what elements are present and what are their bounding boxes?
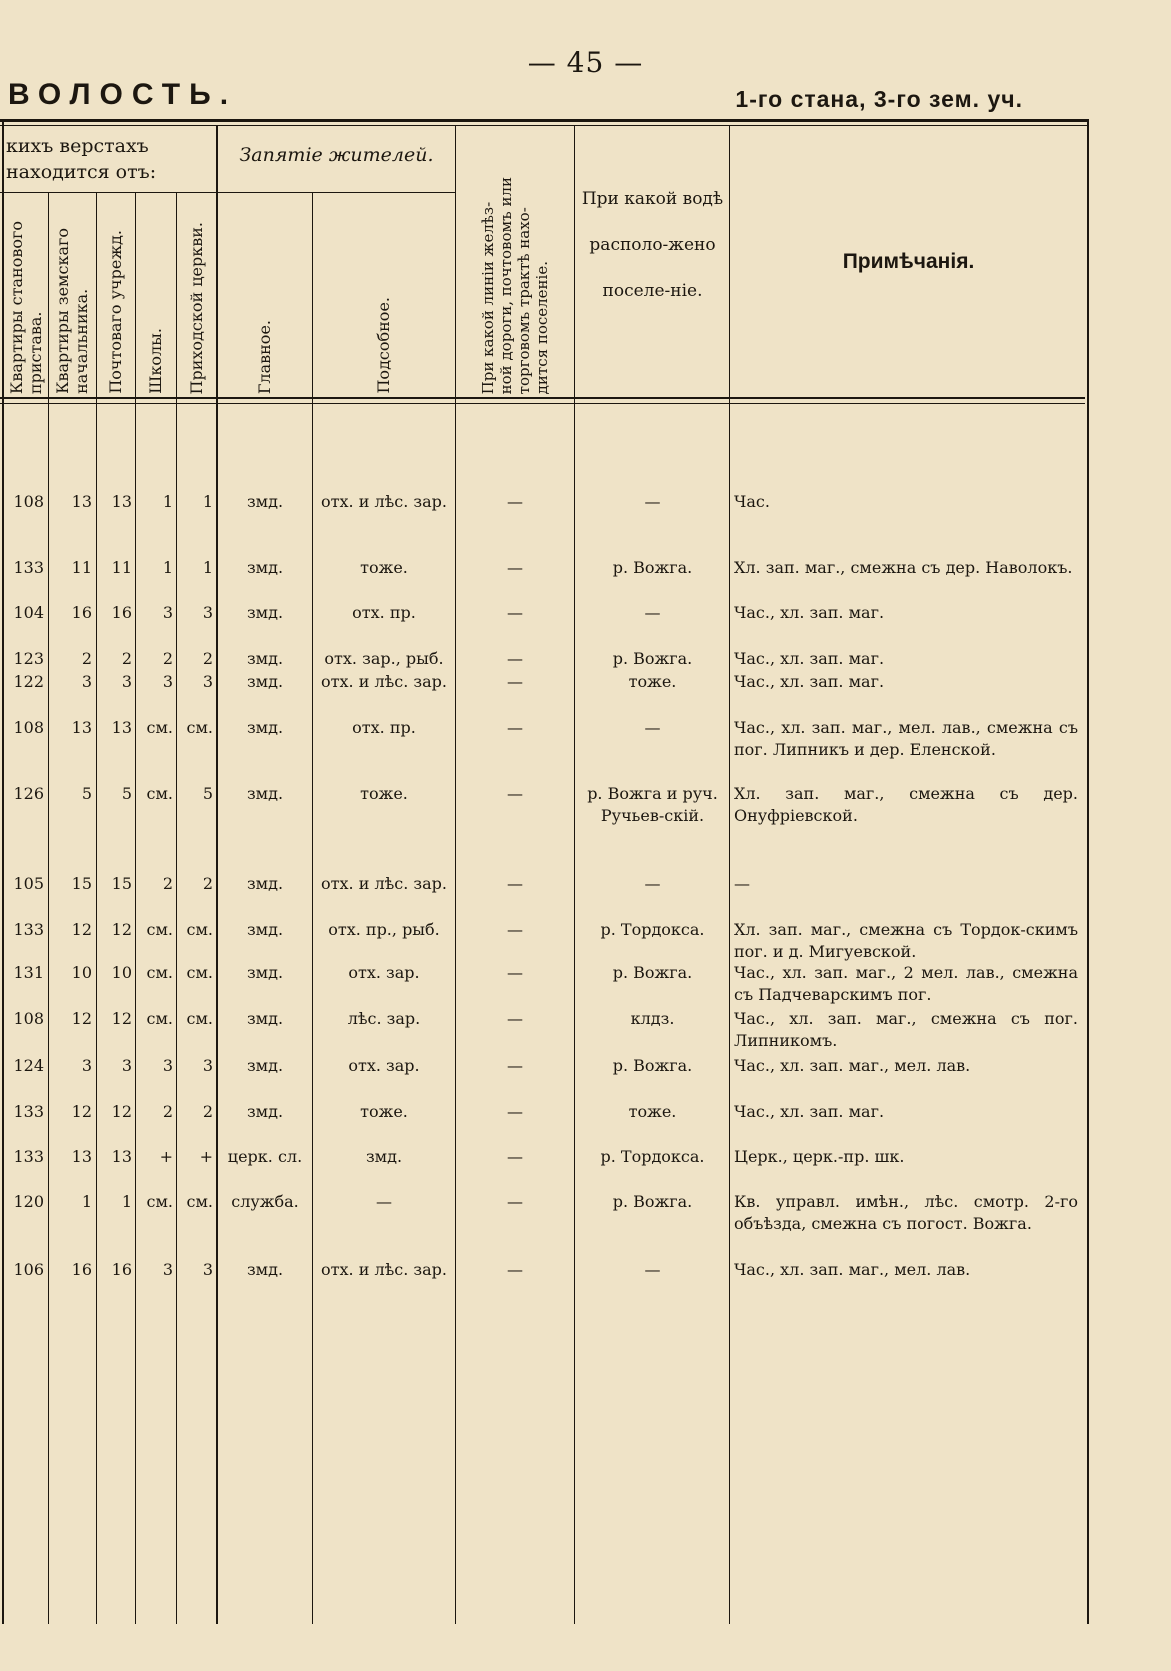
cell-secondary: змд. [365,1147,403,1166]
cell-church: + [199,1147,213,1166]
cell-church: 2 [202,649,213,668]
cell-main: служба. [231,1192,299,1211]
cell-postal: 13 [111,718,132,737]
cell-postal: 11 [111,558,132,577]
cell-church: 2 [202,874,213,893]
cell-schools: 1 [162,492,173,511]
cell-main: змд. [246,672,284,691]
cell-secondary: отх. зар. [348,1056,420,1075]
cell-zemsky: 12 [71,1009,92,1028]
cell-postal: 1 [121,1192,132,1211]
cell-railway: — [507,1192,523,1211]
cell-secondary: тоже. [360,1102,408,1121]
cell-notes: Час., хл. зап. маг., 2 мел. лав., смежна съ Падчеварскимъ пог. [734,963,1078,1004]
cell-secondary: отх. и лѣс. зар. [321,874,447,893]
cell-main: змд. [246,784,284,803]
cell-secondary: отх. зар., рыб. [324,649,444,668]
cell-zemsky: 1 [81,1192,92,1211]
cell-postal: 5 [121,784,132,803]
cell-church: 2 [202,1102,213,1121]
cell-schools: + [159,1147,173,1166]
cell-water: — [644,603,661,622]
cell-water: р. Вожга. [612,558,693,577]
col-rule [176,192,177,1624]
cell-zemsky: 13 [71,492,92,511]
header-rule [0,397,1085,399]
cell-postal: 13 [111,492,132,511]
cell-railway: — [507,874,523,893]
cell-notes: Церк., церк.-пр. шк. [734,1147,905,1166]
cell-notes: Час., хл. зап. маг., мел. лав., смежна съ пог. Липникъ и дер. Еленской. [734,718,1078,759]
cell-schools: 2 [162,649,173,668]
cell-postal: 3 [121,1056,132,1075]
col-rule [312,192,313,1624]
cell-postal: 3 [121,672,132,691]
cell-church: 3 [202,603,213,622]
stan-title: 1-го стана, 3-го зем. уч. [735,86,1023,112]
cell-stanovoy: 133 [13,1102,44,1121]
cell-main: змд. [246,603,284,622]
cell-schools: см. [146,963,173,982]
cell-main: змд. [246,558,284,577]
cell-notes: Час., хл. зап. маг. [734,603,885,622]
cell-stanovoy: 105 [13,874,44,893]
cell-notes: Хл. зап. маг., смежна съ Тордок-скимъ пог. и д. Мигуевской. [734,920,1078,961]
cell-schools: 3 [162,603,173,622]
cell-zemsky: 16 [71,603,92,622]
cell-secondary: отх. и лѣс. зар. [321,492,447,511]
distance-group-header: кихъ верстахъ находится отъ: [6,135,157,183]
cell-notes: Хл. зап. маг., смежна съ дер. Онуфріевской. [734,784,1078,825]
cell-zemsky: 11 [71,558,92,577]
cell-stanovoy: 108 [13,1009,44,1028]
cell-water: р. Вожга. [612,963,693,982]
cell-church: 3 [202,1260,213,1279]
cell-railway: — [507,1009,523,1028]
cell-stanovoy: 124 [13,1056,44,1075]
cell-main: змд. [246,1102,284,1121]
cell-main: змд. [246,874,284,893]
cell-water: р. Вожга. [612,1056,693,1075]
cell-main: змд. [246,920,284,939]
cell-notes: Кв. управл. имѣн., лѣс. смотр. 2-го объѣзда, смежна съ погост. Вожга. [734,1192,1078,1233]
cell-notes: Час., хл. зап. маг., смежна съ пог. Липникомъ. [734,1009,1078,1050]
cell-railway: — [507,1102,523,1121]
cell-postal: 12 [111,1009,132,1028]
cell-stanovoy: 133 [13,558,44,577]
cell-stanovoy: 106 [13,1260,44,1279]
cell-postal: 13 [111,1147,132,1166]
cell-main: змд. [246,1260,284,1279]
cell-postal: 12 [111,920,132,939]
cell-railway: — [507,784,523,803]
cell-water: р. Вожга. [612,649,693,668]
cell-church: см. [186,963,213,982]
cell-secondary: лѣс. зар. [347,1009,421,1028]
col-rule [48,192,49,1624]
cell-notes: Час., хл. зап. маг., мел. лав. [734,1260,971,1279]
cell-stanovoy: 108 [13,718,44,737]
top-rule [0,119,1088,122]
distance-group-rule [0,192,217,193]
cell-notes: Час., хл. зап. маг., мел. лав. [734,1056,971,1075]
cell-secondary: отх. пр. [352,603,416,622]
cell-stanovoy: 108 [13,492,44,511]
cell-notes: Час., хл. зап. маг. [734,672,885,691]
cell-postal: 12 [111,1102,132,1121]
cell-secondary: отх. пр., рыб. [328,920,440,939]
cell-church: 3 [202,672,213,691]
cell-zemsky: 3 [81,672,92,691]
cell-secondary: отх. зар. [348,963,420,982]
cell-schools: см. [146,1009,173,1028]
cell-stanovoy: 123 [13,649,44,668]
cell-notes: — [734,874,750,893]
cell-schools: 3 [162,1260,173,1279]
header-railway: При какой линіи желѣз- ной дороги, почтовомъ или торговомъ трактѣ нахо- дится поселеніе. [479,176,551,394]
cell-zemsky: 10 [71,963,92,982]
cell-water: — [644,874,661,893]
header-schools: Школы. [146,328,166,394]
cell-railway: — [507,1056,523,1075]
cell-secondary: отх. пр. [352,718,416,737]
header-rule-thin [0,403,1085,404]
cell-railway: — [507,1260,523,1279]
cell-water: — [644,1260,661,1279]
cell-zemsky: 13 [71,718,92,737]
cell-postal: 16 [111,603,132,622]
cell-railway: — [507,963,523,982]
cell-secondary: отх. и лѣс. зар. [321,1260,447,1279]
cell-church: 1 [202,558,213,577]
cell-church: 1 [202,492,213,511]
header-postal: Почтоваго учрежд. [106,230,126,394]
cell-railway: — [507,558,523,577]
cell-zemsky: 2 [81,649,92,668]
cell-main: змд. [246,1056,284,1075]
occupation-group-rule [217,192,455,193]
cell-water: — [644,718,661,737]
cell-schools: см. [146,1192,173,1211]
header-stanovoy: Квартиры станового пристава. [6,220,45,394]
cell-secondary: тоже. [360,784,408,803]
cell-water: р. Тордокса. [600,1147,705,1166]
cell-zemsky: 3 [81,1056,92,1075]
top-rule-thin [0,125,1088,126]
cell-schools: см. [146,920,173,939]
cell-water: тоже. [628,672,677,691]
cell-stanovoy: 120 [13,1192,44,1211]
cell-secondary: отх. и лѣс. зар. [321,672,447,691]
cell-postal: 10 [111,963,132,982]
cell-zemsky: 5 [81,784,92,803]
cell-church: см. [186,1009,213,1028]
cell-main: змд. [246,1009,284,1028]
cell-stanovoy: 122 [13,672,44,691]
cell-schools: 2 [162,874,173,893]
col-rule [574,126,575,1624]
cell-church: см. [186,1192,213,1211]
col-rule [1087,119,1089,1624]
cell-main: змд. [246,963,284,982]
cell-schools: 3 [162,672,173,691]
cell-main: церк. сл. [227,1147,303,1166]
cell-zemsky: 12 [71,920,92,939]
cell-notes: Хл. зап. маг., смежна съ дер. Наволокъ. [734,558,1073,577]
cell-church: см. [186,718,213,737]
cell-main: змд. [246,492,284,511]
cell-railway: — [507,649,523,668]
cell-water: р. Вожга. [612,1192,693,1211]
cell-stanovoy: 104 [13,603,44,622]
cell-zemsky: 15 [71,874,92,893]
cell-zemsky: 16 [71,1260,92,1279]
cell-secondary: тоже. [360,558,408,577]
volost-title: ВОЛОСТЬ. [8,78,238,111]
header-notes: Примѣчанія. [842,250,975,273]
cell-railway: — [507,603,523,622]
cell-notes: Час. [734,492,770,511]
cell-church: 3 [202,1056,213,1075]
header-secondary: Подсобное. [374,297,394,394]
cell-railway: — [507,1147,523,1166]
cell-water: тоже. [628,1102,677,1121]
cell-secondary: — [376,1192,392,1211]
cell-zemsky: 12 [71,1102,92,1121]
cell-zemsky: 13 [71,1147,92,1166]
cell-stanovoy: 133 [13,1147,44,1166]
header-zemsky: Квартиры земскаго начальника. [53,228,92,394]
cell-main: змд. [246,649,284,668]
cell-notes: Час., хл. зап. маг. [734,1102,885,1121]
cell-railway: — [507,492,523,511]
cell-water: — [644,492,661,511]
cell-water: клдз. [630,1009,675,1028]
header-water: При какой водѣ располо-жено поселе-ніе. [581,189,724,301]
cell-railway: — [507,718,523,737]
cell-schools: см. [146,784,173,803]
col-rule [96,192,97,1624]
cell-church: см. [186,920,213,939]
cell-railway: — [507,672,523,691]
cell-railway: — [507,920,523,939]
cell-schools: 3 [162,1056,173,1075]
cell-schools: 2 [162,1102,173,1121]
cell-stanovoy: 131 [13,963,44,982]
cell-water: р. Тордокса. [600,920,705,939]
cell-church: 5 [202,784,213,803]
cell-postal: 16 [111,1260,132,1279]
occupation-group-header: Запятіе жителей. [239,144,434,166]
cell-water: р. Вожга и руч. Ручьев-скій. [587,784,718,825]
cell-main: змд. [246,718,284,737]
col-rule [135,192,136,1624]
cell-postal: 2 [121,649,132,668]
col-rule [729,126,730,1624]
header-church: Приходской церкви. [186,221,206,394]
cell-stanovoy: 126 [13,784,44,803]
cell-stanovoy: 133 [13,920,44,939]
header-main: Главное. [255,319,275,394]
cell-notes: Час., хл. зап. маг. [734,649,885,668]
cell-schools: см. [146,718,173,737]
cell-schools: 1 [162,558,173,577]
cell-postal: 15 [111,874,132,893]
page-number: — 45 — [527,46,644,79]
